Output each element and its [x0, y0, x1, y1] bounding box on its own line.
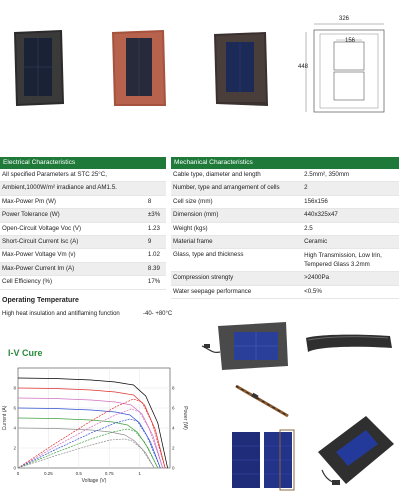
mech-row-label: Dimension (mm): [171, 209, 302, 222]
mech-row-value: 440x325x47: [302, 209, 399, 222]
x-tick-label: 0.25: [44, 471, 53, 476]
mech-row-value: <0.5%: [302, 285, 399, 298]
mech-row-label: Weight (kgs): [171, 222, 302, 235]
elec-row-label: Open-Circuit Voltage Voc (V): [0, 222, 146, 235]
elec-row-label: Ambient,1000W/m² irradiance and AM1.5.: [0, 182, 146, 195]
elec-row-value: 17%: [146, 276, 166, 289]
mech-row-label: Cable type, diameter and length: [171, 169, 302, 182]
elec-row-label: Max-Power Voltage Vm (v): [0, 249, 146, 262]
drawing-inner-label: 156: [345, 38, 356, 44]
mech-row-value: >2400Pa: [302, 272, 399, 285]
terracotta-tile-image: [108, 28, 170, 108]
drawing-width-label: 326: [339, 16, 350, 22]
x-tick-label: 0: [16, 471, 20, 476]
perspective-tile-image: [312, 410, 398, 490]
operating-title: Operating Temperature: [2, 297, 79, 304]
mech-row-value: [302, 249, 399, 272]
mech-row-label: Number, type and arrangement of cells: [171, 182, 302, 195]
iv-title: I-V Cure: [8, 348, 43, 358]
iv-chart: [0, 362, 190, 492]
mech-row-value: 2: [302, 182, 399, 195]
profile-tile-image: [300, 330, 398, 360]
elec-row-label: All specified Parameters at STC 25°C,: [0, 169, 146, 182]
y-tick-label: 4: [13, 425, 16, 431]
electrical-title: Electrical Characteristics: [0, 157, 166, 169]
dimension-drawing: [300, 16, 396, 116]
glass-value-line2: Tempered Glass 3.2mm: [304, 261, 370, 269]
cable-image: [228, 378, 298, 423]
y2-tick-label: 0: [172, 465, 175, 471]
electrical-section: [0, 157, 166, 290]
elec-row-label: Power Tolerance (W): [0, 209, 146, 222]
mechanical-title: Mechanical Characteristics: [171, 157, 399, 169]
mech-row-label: Cell size (mm): [171, 195, 302, 208]
side-tile-image: [200, 318, 290, 373]
x-tick-label: 1: [138, 471, 141, 476]
elec-row-value: 1.23: [146, 222, 166, 235]
elec-row-value: [146, 182, 166, 195]
elec-row-value: ±3%: [146, 209, 166, 222]
solar-cells-image: [230, 428, 296, 494]
black-tile-image: [10, 28, 66, 108]
x-tick-label: 0.75: [104, 471, 114, 476]
mech-row-label: Water seepage performance: [171, 285, 302, 298]
elec-row-label: Short-Circuit Current Isc (A): [0, 236, 146, 249]
mech-row-value: 2.5mm², 350mm: [302, 169, 399, 182]
y2-tick-label: 2: [172, 445, 175, 451]
elec-row-value: 9: [146, 236, 166, 249]
mech-row-label: Compression strengty: [171, 272, 302, 285]
x-axis-label: Voltage (V): [81, 478, 107, 484]
elec-row-label: Max-Power Pm (W): [0, 195, 146, 208]
operating-text: High heat insulation and antiflaming function: [2, 311, 120, 317]
mech-row-value: 2.5: [302, 222, 399, 235]
y2-axis-label: Power (W): [182, 406, 188, 430]
mechanical-section: [171, 157, 399, 299]
y-axis-label: Current (A): [2, 405, 8, 431]
glass-value-line1: High Transmission, Low Irin,: [304, 252, 382, 260]
mech-row-value: Ceramic: [302, 236, 399, 249]
y2-tick-label: 8: [172, 385, 175, 391]
mech-row-label: Glass, type and thickness: [171, 249, 302, 272]
dark-tile-image: [210, 28, 272, 108]
operating-value: -40- +80°C: [143, 311, 173, 317]
elec-row-label: Max-Power Current Im (A): [0, 262, 146, 275]
y-tick-label: 6: [13, 405, 16, 411]
y-tick-label: 2: [13, 445, 16, 451]
y-tick-label: 0: [13, 465, 16, 471]
elec-row-value: [146, 169, 166, 182]
elec-row-label: Cell Efficiency (%): [0, 276, 146, 289]
elec-row-value: 1.02: [146, 249, 166, 262]
mech-row-label: Material frame: [171, 236, 302, 249]
y-tick-label: 8: [13, 385, 16, 391]
y2-tick-label: 6: [172, 405, 175, 411]
elec-row-value: 8.39: [146, 262, 166, 275]
mech-row-value: 156x156: [302, 195, 399, 208]
y2-tick-label: 4: [172, 425, 175, 431]
drawing-height-label: 448: [298, 64, 309, 70]
elec-row-value: 8: [146, 195, 166, 208]
x-tick-label: 0.5: [75, 471, 82, 476]
